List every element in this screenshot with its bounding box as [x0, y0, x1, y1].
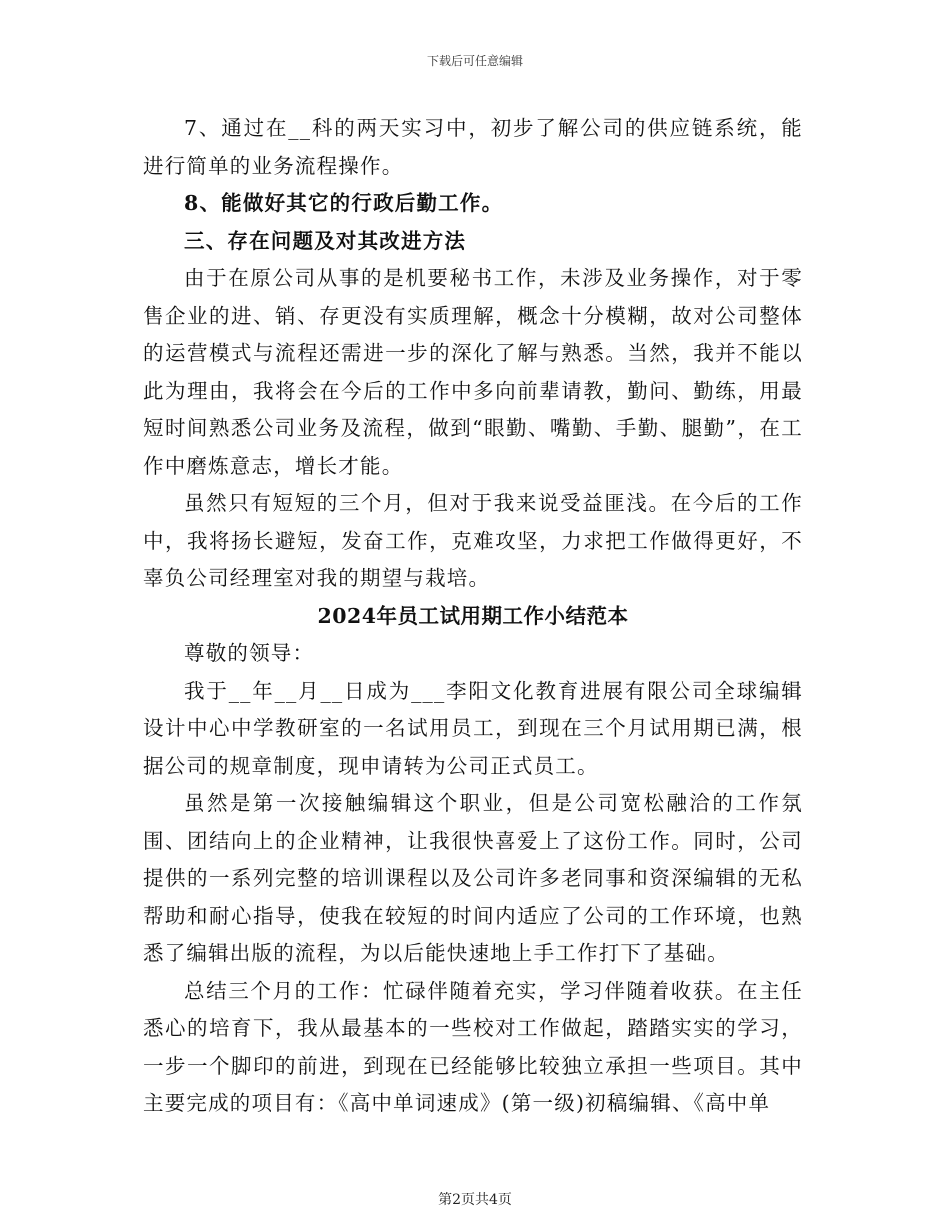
salutation: 尊敬的领导：: [184, 641, 315, 665]
page-header: 下载后可任意编辑: [426, 54, 523, 68]
document-body: [143, 110, 803, 1123]
paragraph-intro: 我于__年__月__日成为___李阳文化教育进展有限公司全球编辑设计中心中学教研室的一名试用员工，到现在三个月试用期已满，根据公司的规章制度，现申请转为公司正式员工。: [143, 678, 803, 778]
paragraph-experience: 虽然是第一次接触编辑这个职业，但是公司宽松融洽的工作氛围、团结向上的企业精神，让我很快喜爱上了这份工作。同时，公司提供的一系列完整的培训课程以及公司许多老同事和资深编辑的无私帮助和耐心指导，使我在较短的时间内适应了公司的工作环境，也熟悉了编辑出版的流程，为以后能快速地上手工作打下了基础。: [143, 791, 803, 965]
paragraph-item-7: 7、通过在__科的两天实习中，初步了解公司的供应链系统，能进行简单的业务流程操作。: [143, 116, 803, 178]
section-heading: 三、存在问题及对其改进方法: [184, 228, 467, 253]
paragraph-item-8: 8、能做好其它的行政后勤工作。: [184, 191, 504, 215]
document-title: 2024年员工试用期工作小结范本: [317, 603, 629, 628]
paragraph-problems: 由于在原公司从事的是机要秘书工作，未涉及业务操作，对于零售企业的进、销、存更没有实质理解，概念十分模糊，故对公司整体的运营模式与流程还需进一步的深化了解与熟悉。当然，我并不能以此为理由，我将会在今后的工作中多向前辈请教，勤问、勤练，用最短时间熟悉公司业务及流程，做到“眼勤、嘴勤、手勤、腿勤”，在工作中磨炼意志，增长才能。: [143, 266, 803, 478]
paragraph-conclusion: 虽然只有短短的三个月，但对于我来说受益匪浅。在今后的工作中，我将扬长避短，发奋工作，克难攻坚，力求把工作做得更好，不辜负公司经理室对我的期望与栽培。: [143, 491, 803, 590]
paragraph-summary: 总结三个月的工作：忙碌伴随着充实，学习伴随着收获。在主任悉心的培育下，我从最基本的一些校对工作做起，踏踏实实的学习，一步一个脚印的前进，到现在已经能够比较独立承担一些项目。其中主要完成的项目有：《高中单词速成》(第一级)初稿编辑、《高中单: [143, 978, 803, 1115]
page-footer: 第2页共4页: [438, 1192, 512, 1208]
